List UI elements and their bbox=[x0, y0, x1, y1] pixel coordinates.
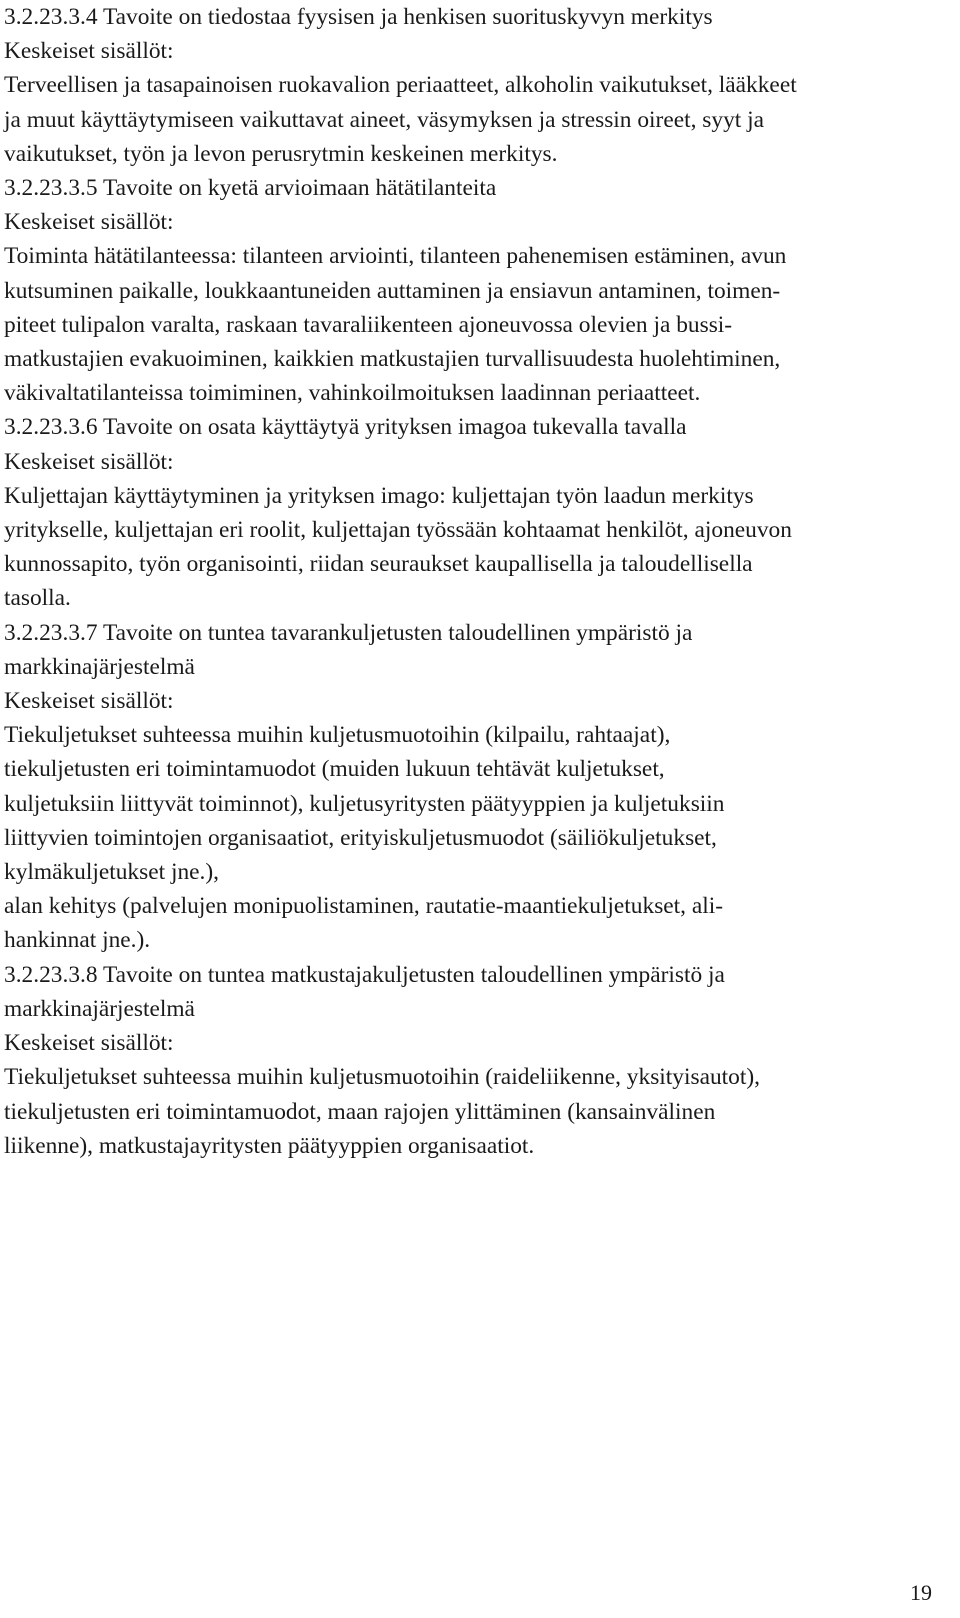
body-line: kuljetuksiin liittyvät toiminnot), kuljetusyritysten päätyyppien ja kuljetuksiin bbox=[4, 790, 725, 817]
body-line: piteet tulipalon varalta, raskaan tavaraliikenteen ajoneuvossa olevien ja bussi- bbox=[4, 311, 733, 338]
body-line: kunnossapito, työn organisointi, riidan seuraukset kaupallisella ja taloudellisella bbox=[4, 551, 753, 578]
body-line: alan kehitys (palvelujen monipuolistaminen, rautatie-maantiekuljetukset, ali- bbox=[4, 893, 724, 920]
body-line: Tiekuljetukset suhteessa muihin kuljetusmuotoihin (kilpailu, rahtaajat), bbox=[4, 722, 671, 749]
section-3-2-23-3-8 bbox=[4, 958, 944, 1163]
body-line: Kuljettajan käyttäytyminen ja yrityksen imago: kuljettajan työn laadun merkitys bbox=[4, 482, 754, 509]
body-line: hankinnat jne.). bbox=[4, 927, 151, 954]
body-line: liittyvien toimintojen organisaatiot, erityiskuljetusmuodot (säiliökuljetukset, bbox=[4, 824, 717, 851]
section-subheading: Keskeiset sisällöt: bbox=[4, 688, 174, 715]
body-line: tiekuljetusten eri toimintamuodot (muiden lukuun tehtävät kuljetukset, bbox=[4, 756, 665, 783]
body-line: vaikutukset, työn ja levon perusrytmin keskeinen merkitys. bbox=[4, 140, 558, 167]
section-3-2-23-3-6 bbox=[4, 410, 944, 615]
body-line: tasolla. bbox=[4, 585, 71, 612]
body-line: Terveellisen ja tasapainoisen ruokavalion periaatteet, alkoholin vaikutukset, lääkkeet bbox=[4, 72, 797, 99]
section-subheading: Keskeiset sisällöt: bbox=[4, 1030, 174, 1057]
section-subheading: Keskeiset sisällöt: bbox=[4, 448, 174, 475]
body-line: väkivaltatilanteissa toimiminen, vahinkoilmoituksen laadinnan periaatteet. bbox=[4, 380, 701, 407]
body-line: ja muut käyttäytymiseen vaikuttavat aineet, väsymyksen ja stressin oireet, syyt ja bbox=[4, 106, 765, 133]
section-heading: 3.2.23.3.8 Tavoite on tuntea matkustajakuljetusten taloudellinen ympäristö ja bbox=[4, 961, 725, 988]
page-number: 19 bbox=[910, 1580, 932, 1605]
section-3-2-23-3-7 bbox=[4, 616, 944, 958]
body-line: yritykselle, kuljettajan eri roolit, kuljettajan työssään kohtaamat henkilöt, ajoneuvon bbox=[4, 517, 792, 544]
body-line: Toiminta hätätilanteessa: tilanteen arviointi, tilanteen pahenemisen estäminen, avun bbox=[4, 243, 787, 270]
section-heading: 3.2.23.3.7 Tavoite on tuntea tavarankuljetusten taloudellinen ympäristö ja bbox=[4, 619, 693, 646]
section-subheading: Keskeiset sisällöt: bbox=[4, 38, 174, 65]
page-content bbox=[4, 0, 944, 1163]
body-line: liikenne), matkustajayritysten päätyyppien organisaatiot. bbox=[4, 1132, 535, 1159]
section-heading: 3.2.23.3.6 Tavoite on osata käyttäytyä yrityksen imagoa tukevalla tavalla bbox=[4, 414, 687, 441]
section-heading-continued: markkinajärjestelmä bbox=[4, 995, 195, 1022]
body-line: kylmäkuljetukset jne.), bbox=[4, 859, 220, 886]
body-line: tiekuljetusten eri toimintamuodot, maan rajojen ylittäminen (kansainvälinen bbox=[4, 1098, 716, 1125]
section-heading-continued: markkinajärjestelmä bbox=[4, 653, 195, 680]
body-line: matkustajien evakuoiminen, kaikkien matkustajien turvallisuudesta huolehtiminen, bbox=[4, 346, 781, 373]
section-3-2-23-3-4 bbox=[4, 0, 944, 171]
section-3-2-23-3-5 bbox=[4, 171, 944, 410]
body-line: kutsuminen paikalle, loukkaantuneiden auttaminen ja ensiavun antaminen, toimen- bbox=[4, 277, 781, 304]
section-heading: 3.2.23.3.4 Tavoite on tiedostaa fyysisen ja henkisen suorituskyvyn merkitys bbox=[4, 4, 713, 30]
section-heading: 3.2.23.3.5 Tavoite on kyetä arvioimaan hätätilanteita bbox=[4, 175, 497, 202]
section-subheading: Keskeiset sisällöt: bbox=[4, 209, 174, 236]
body-line: Tiekuljetukset suhteessa muihin kuljetusmuotoihin (raideliikenne, yksityisautot), bbox=[4, 1064, 761, 1091]
